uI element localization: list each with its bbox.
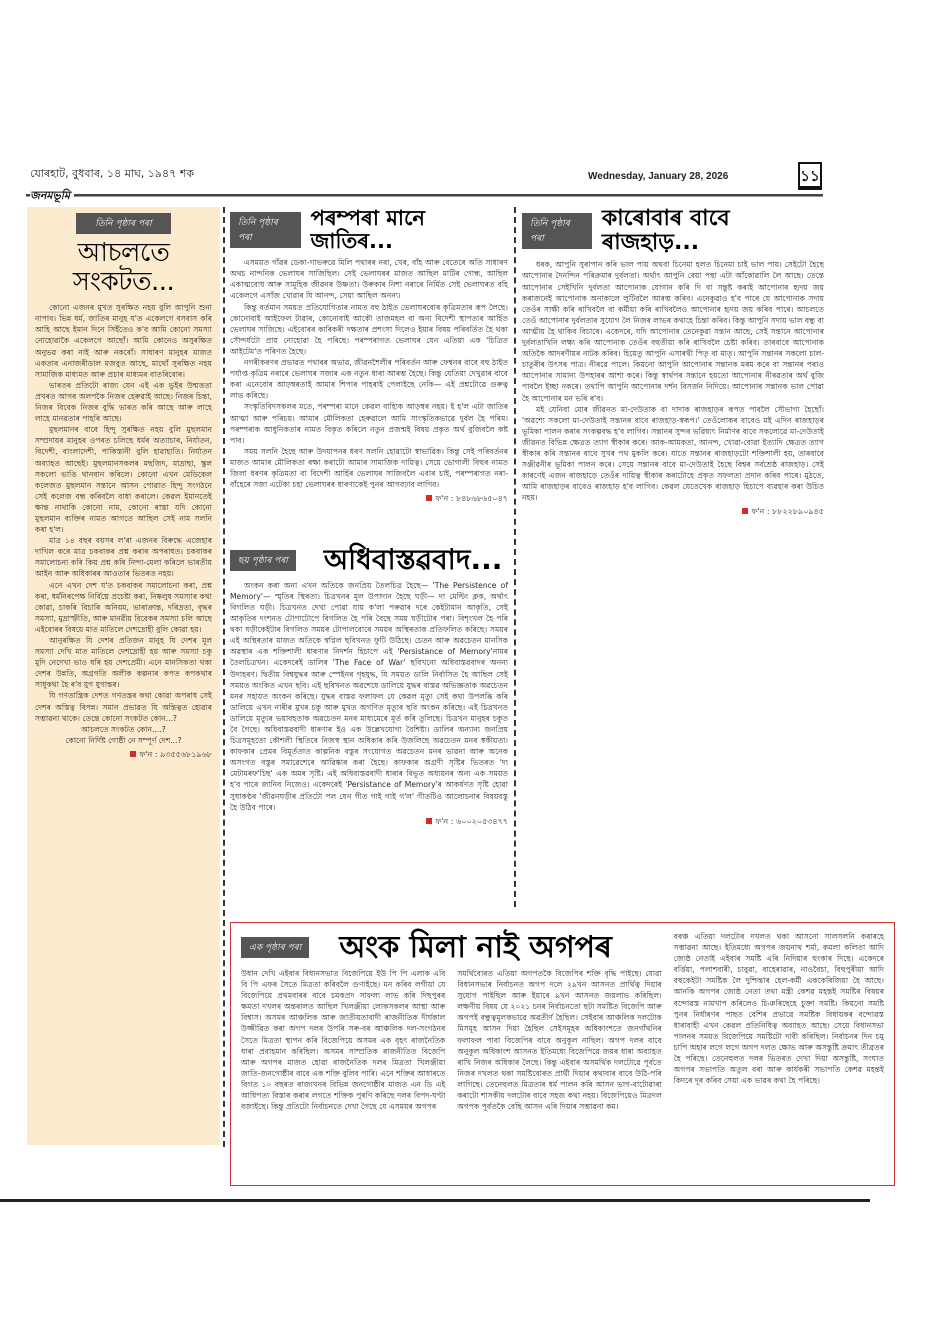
header-rule [26,194,823,197]
article-header [241,931,662,964]
article-right-top [522,207,824,519]
phone-line [230,493,508,506]
article-columns [241,931,884,1112]
place-date-assamese: যোৰহাট, বুধবাৰ, ১৪ মাঘ, ১৯৪৭ শক [30,167,195,180]
paragraph: যি গণতান্ত্ৰিক দেশত গণতন্ত্ৰৰ কথা কোৱা অপৰাধ সেই দেশৰ অস্তিত্ব বিপন্ন। সমান প্ৰভাৱত যি অন্তিত্বত হোৱাৰ সম্ভাৱনা থাকে। তেন্তে কোনো সংকটত কোন...? [35,691,212,723]
article-body [230,580,508,813]
article-body [35,302,212,746]
article-header [230,545,508,576]
headline: অংক মিলা নাই অগপৰ [339,930,612,965]
phone-number: ফ'ন : ৮৪৮৬৮৬৫০৪৭ [435,494,508,504]
article-left [27,207,220,1145]
article-middle-top [230,207,508,506]
phone-number: ফ'ন : ৬০০২০৫৩৪৭৭ [435,816,508,826]
article-header [230,207,508,253]
closing-line: কোনো নিৰ্দিষ্ট গোষ্ঠী নে সম্পূৰ্ণ দেশ...? [65,735,182,745]
paragraph: ধৰক, আপুনি সুৰাপান কৰি ভাল পায় অথবা চিনেমা হলত চিনেমা চাই ভাল পায়। সেইটো হৈছে আপোনাৰ দৈনন্দিন পৰিক্ৰমাৰ দুৰ্বলতা। অৰ্থাৎ আপুনি বেয়া পন্থা এটা আঁকোৱালি লৈ আছে। তেন্তে আপোনাৰ সেইখিনি দুৰ্বলতা আপোনাক যোগান কৰি দি বা সন্তুষ্ট কৰাই আপোনাৰ হৃদয় জয় কৰাজনেই আপোনাক অনাকালে লুটিবলৈ আৰম্ভ কৰিব। এনেকুৱাও হ'ব পাৰে যে আপোনাক সদায় তেওঁৰ সাক্ষী কৰি ৰাখিবলৈ বা কৰ্মীয়া কৰি ৰাখিবলৈও আপোনাৰ হৃদয় জয় কৰিব পাৰে। আচলতে তেওঁ আপোনাৰ দুৰ্বলতাৰ সুযোগ লৈ নিজৰ লাভৰ কথাহে চিন্তা কৰিব। কিন্তু আপুনি সদায় ভাল বন্ধু বা আত্মীয় হৈ থাকিব বিচাৰে। একেদৰে, যদি আপোনাৰ তেনেকুৱা সন্তান আছে, সেই সন্তানে আপোনাৰ দুৰ্বলতাখিনি লক্ষ্য কৰি আপোনাক তেওঁৰ বহুতীয়া কৰি ৰাখিবলৈ চেষ্টা কৰিব। তাৰবাবে আপোনাক অতিকৈ আদৰণীয়ৰ নাটক কৰিব। হিয়েতু আপুনি এসাৰথী পিতৃ বা মাতৃ। আপুনি সন্তানৰ সকলো চাল-চাতুৰীৰ উৎসৰ পাত্ৰ। নীৰৱে পালে। কিয়নো আপুনি আপোনাৰ সন্তানক মৰম কৰে বা সন্তানৰ পৰাও আপোনাৰ সামান্য উপহাৰৰ আশা কৰে। কিন্তু স্বাৰ্থপৰ সন্তানে হয়তো আপোনাৰ নীৰৱতাৰ অৰ্থ বুজি পাবলৈ ইচ্ছা নকৰে। তথাপি আপুনি আপোনাৰ দৰ্শন বিসৰ্জন নিদিয়ে। আপোনাৰ সন্তানক ভাল পোৱা হৈ আপোনাৰ মন ভৰি ৰ'ব। [522,260,825,403]
phone-marker-icon [742,508,748,514]
phone-marker-icon [426,495,432,501]
paragraph: মুছলমানৰ বাবে হিন্দু সুৰক্ষিত নহয় বুলি মুছলমান সম্প্ৰদায়ৰ মানুহৰ ওপৰত চলিছে ধৰ্মৰ অত্যাচাৰ, নিৰ্যাতন, বিদেশী, বাংলাদেশী, পাকিস্তানী বুলি হাৱাহাতি। নিৰ্যাতন অব্যাহত আছেই। মুছলমানসকলৰ মছজিদ, মাদ্ৰাছা, স্কুল সকলো ভাঙি থানবান কৰিলে। কোনো এখন মেডিকেল কলেজত মুছলমান সন্তানে আসন পোৱাত হিন্দু সংগঠনে সেই কলেজ বন্ধ কৰিবলৈ বাধা কৰালে। কেৱল ইমানতেই ক্ষান্ত নাথাকি কোনো নাম, কোনো ৰাস্তা যদি কোনো মুছলমান ব্যক্তিৰ নামত আগতে আছিল সেই নাম সলনি কৰা হ'ল। [35,425,212,535]
headline: অধিবাস্তৱবাদ... [323,543,503,576]
paragraph: সংস্কৃতিবিদসকলৰ মতে, পৰম্পৰা মানে কেৱল বাহ্যিক আড়ম্বৰ নহয়। ই হ'ল এটা জাতিৰ আত্মা আৰু পৰিচয়। আমাৰ মৌলিকতা হেৰুৱালে আমি সাংস্কৃতিকভাৱে দুৰ্বল হৈ পৰিম। পৰম্পৰাক আধুনিকতাৰ নামত বিকৃত কৰিলে নতুন প্ৰজন্মই বিষয় প্ৰকৃত অৰ্থ বুজিবলৈ কষ্ট পাব। [230,402,508,445]
date-english: Wednesday, January 28, 2026 [588,171,729,182]
continued-tag: তিনি পৃষ্ঠাৰ পৰা [76,213,171,234]
article-column-3: বৰঞ্চ এতিয়া দলটোৰ দখলত থকা আসনো সালসলনি কৰাৰহে সম্ভাৱনা আছে। ইতিমধ্যে অগপৰ জয়নাথ শৰ্মা, কমলা কলিতা আদি জ্যেষ্ঠ নেতাই এইবাৰ সমষ্টি এৰি নিদিয়াৰ হুংকাৰ দিছে। একেদৰে বৰ্ত্তিয়া, পলাশবাৰী, চাবুৱা, বাহেৰাৱাৰ, নাওবৈচা, বিহুপুৰীয়া আদি বহুকেইটা সমষ্টিক লৈ দুশ্চিন্তাৰ হেল-কৰ্মী এককেৰিজিয়া হৈ আছে। আনকি অগপৰ জোষ্ঠ নেতা তথা মন্ত্ৰী কেশৱ মহন্তই সমষ্টিৰ বিষয়ৰ বন্দোৱস্ত নামখাপ কৰিলেও চিঞৰিছেহে চুক্তা সমষ্টি। কিয়নো সমষ্টি পুনৰ নিৰ্ধাৰণৰ পাছত বেশিৰ প্ৰভাৱে সমষ্টিক বিধায়কৰ বন্দোৱস্ত ধাৰাবাহী এখন কেৱল প্ৰতিনিধিত্ব অব্যাহত আছে। সেয়ে বিধানসভা পালনৰ সময়ত বিজেপিয়ে সমষ্টিটো দাবী কৰিছিল। নিৰ্বাচনৰ দিন চমু চাপি অহাৰ লগে লগে অগপ দলত ক্ষোভ আৰু অসন্তুষ্টি ক্ৰমাৎ তীব্ৰতৰ হৈ পৰিছে। তেনেহুলত দলৰ ভিতৰত দেখা দিয়া অসন্তুষ্টি, সংঘাত অগপৰ সভাপতি অতুল বৰা আৰু কাৰ্যকৰী সভাপতি কেশৱ মহন্তই কিদৰে দূৰ কৰিব সেয়া এক ভাৱৰ কথা হৈ পৰিছে। [673,932,884,1086]
phone-marker-icon [130,751,136,757]
closing-line: আচলতে সংকটত কোন....? [81,724,166,734]
article-header [522,207,824,255]
page-number: ১১ [798,162,822,190]
paragraph: কোনো এজনৰ মুখত সুৰক্ষিত নহয় বুলি আপুনি শুনা নাপাব। ভিন্ন ধৰ্ম, জাতিৰ মানুহ য'ত একেলগে বসবাস কৰি আহি আছে ইমান দিনে সিইঁতেও ক'ব আমি কোনো সমস্যা নোহোৱাকৈ একেলগে আছোঁ। আমি কোনেও অসুৰক্ষিত অনুভৱ কৰা নাই আৰু নকৰোঁ। সাধাৰণ মানুহৰ মাজত একতাৰ এনাজৰীডাল মজবুত আছে, মাথোঁ সুৰক্ষিত নহয় সামাজিক মাধ্যমত আৰু প্ৰচাৰ মাধ্যমৰ বাতৰিবোৰ। [35,303,212,379]
article-column-2: সমৰ্থিবোৰত এতিয়া অগপতকৈ বিজেপিৰ শক্তি বৃদ্ধি পাইছে। যোৱা বিধানসভাৰ নিৰ্বাচনত অগপ দলে ২৯খন আসনত প্ৰাৰ্থিত্ব দিয়াৰ সুযোগ পাইছিল আৰু ইয়াৰে ৯খন আসনত জয়লাভ কৰিছিল। লক্ষণীয় বিষয় যে ২০২১ চনৰ নিৰ্বাচনতো ছটা সমষ্টিত বিজেপি আৰু অগপই বন্ধুত্বমূলকভাৱে অৱতীৰ্ণ হৈছিল। সেইবাৰ আঞ্চলিক দলটোক মিসমূহ আসন দিয়া হৈছিল সেইসমূহৰ অধিকাংশতে জনগাঁথনিৰ ফলাফল পাবা বিজেপিৰ বাবে অনুকূল নাছিল। অগপ দলৰ বাবে অনুকূল অধিকাংশ আসনত ইতিমধ্যে বিজেপিয়ে জয়ৰ ধাৰা অব্যাহত ৰাখি নিজৰ অধিকাৰ লৈছে। কিন্তু এইবাৰ অসমৰ্থিক দলটোৱে পূৰ্বতে নিজৰ দখলত থকা সমষ্টিবোৰত প্ৰাৰ্থী দিয়াৰ কথাবাৰ বাবে উঠি-পৰি লাগিছে। তেনেহুলত মিত্ৰতাৰ ধৰ্ম পালন কৰি আসন ভাগ-বাটোৱাৰা কৰাটো শাসকীয় দলটোৰ বাবে সহজ কথা নহয়। বিজেপিয়েও মিত্ৰদল অগপক পূৰ্বতকৈ বেছি আসন এৰি দিয়াৰ সম্ভাৱনা কম। [457,969,662,1112]
paragraph: ভাৰতৰ প্ৰতিটো ৰাজ্য যেন এই এক ভুইৰ উন্মত্ততা প্ৰখৰত আগৰ অলপকৈ নিজৰ হেৰুৱাই আছে। নিজৰ চিন্তা, নিজৰ বিবেক নিজৰ বুদ্ধি ভাৰত কৰি আছে আৰু লাহে লাহে মানৱতাৰ পাহৰি আছে। [35,380,212,424]
paragraph: মই যেনিবা মোৰ জীৱনত মা-দেউতাক বা দাদাক ৰাজহাড়ৰ ৰূপত পাবলৈ সৌভাগ্য হৈছোঁ। 'অৱশ্যে সকলো মা-দেউতাই সন্তানৰ বাবে ৰাজহাড়-স্বৰূপ।' তেওঁলোকৰ বাবেও মই এদিন ৰাজহাড়ৰ ভূমিকা পালন কৰাৰ সংকল্পবদ্ধ হ'ব লাগিব। সন্তানৰ সুন্দৰ ভৱিষ্যৎ নিৰ্মাণৰ বাবে সকলোৱে মা-দেউতাই জীৱনত বিভিন্ন ক্ষেত্ৰত ত্যাগ স্বীকাৰ কৰে। আক-আমকতা, আনন্দ, খোৱা-বোৱা ইত্যাদি ক্ষেত্ৰত ত্যাগ স্বীকাৰ কৰি সন্তানৰ বাবে সুখৰ পথ মুকলি কৰে। যাতে সন্তানৰ ৰাজহাড়টো শক্তিশালী হয়, তাৰবাবে সঞ্জীৱনীৰ ভূমিকা পালন কৰে। সেয়ে সন্তানৰ বাবে মা-দেউতাই হৈছে বিশ্বৰ সৰ্বশ্ৰেষ্ঠ ৰাজহাড়। সেই কাৰণেই এজন ৰাজহাড়ে তেওঁৰ দায়িত্ব স্বীকাৰ কৰাটোহে প্ৰকৃত সফলতা প্ৰদান কৰিব পাৰে। মুঠতে, আমি ৰাজহাড়ৰ বাবেও ৰাজহাড় হ'ব লাগিব। কেৱল যেতেখেক ৰাজহাড় হিচাপে ব্যৱহাৰ কৰা উচিত নহয়। [522,404,824,503]
paragraph: মাত্ৰ ১৪ বছৰ বয়সৰ ল'ৰা এজনৰ বিৰুদ্ধে এজেহাৰ দাখিল কৰে মাত্ৰ চকবাকৰ প্ৰশ্ন কৰাৰ অপৰাধত। চকবাকৰ সমালোচনা কৰি কিয় প্ৰশ্ন কৰি নিন্দা-মেলা কৰিলে ভাৰতীয় আইন আৰু অধিকাৰৰ আওতাৰ ভিতৰত নহয়। [35,536,212,579]
paragraph: আনুৰক্ষিত যি দেশৰ প্ৰতিজন মানুহ যি দেশৰ মূল সমস্যা দেখি মাত মাতিলে দেশদ্ৰোহী হয় আৰু সমস্যা চকু মুদি নেদেখা ভাও ধৰি হয় দেশপ্ৰেমী। এনে মানসিকতা থকা দেশৰ উন্নতি, অগ্ৰগতি অলীক কল্পনাৰ কপত কপকথাৰ সাধুকথা হৈ ৰ'ব যুগ যুগান্তৰ। [35,636,212,690]
paragraph: সময় সলনি হৈছে আৰু উদযাপনৰ ধৰণ সলনি হোৱাটো স্বাভাৱিক। কিন্তু সেই পৰিবৰ্তনৰ মাজত আমাৰ মৌলিকতা ৰক্ষা কৰাটো আমাৰ সামাজিক দায়িত্ব। সেয়ে ভোগালী বিহুৰ নামত জিলা ধৰণৰ কৃত্ৰিমতা বা বিদেশী আৰ্হিৰ ভেলাঘৰ সাজিবলৈ এবাৰ চাই, পৰম্পৰাগত নৰা-বাঁহেৰে সজা এটেকা চহা ভেলাঘৰৰ ধাৰণাকেই পুনৰ আগবঢ়াব লাগিব। [230,446,508,490]
phone-number: ফ'ন : ৮৮২২৮৯০৯৪৫ [751,507,824,517]
paragraph: এনে এখন দেশ য'ত চকবাকৰ সমালোচনা কৰা, প্ৰশ্ন কৰা, ধৰ্মনিৰপেক্ষ নিৰ্বিঘ্নে প্ৰচেষ্টা কৰা, নিষ্কলুষ সমস্যাৰ কথা কোৱা, চাকৰি বিচাৰি অনিয়ম, ভাৰাক্ৰান্ত, দৰিদ্ৰতা, বৃদ্ধৰ সমস্যা, মুদ্ৰাস্ফীতি, আৰু মানৱীয় বিবেকৰ সমস্যা চলি আছে এইবোৰৰ বিষয়ে মাত মাতিলে দেশদ্ৰোহী বুলি কোৱা হয়। [35,580,212,634]
phone-line [522,506,824,519]
bottom-rule [0,1199,870,1202]
headline: কাৰোবাৰ বাবে ৰাজহাড়... [601,206,730,256]
headline: আচলতে সংকটত... [72,238,175,297]
article-column-1: উধান দেখি এইবাৰ বিধানসভাত বিজেপিয়ে ইউ পি পি এলাক এবি বি পি এফৰ সৈতে মিত্ৰতা কৰিবলৈ গুণাইছে। মন কৰিব লগীয়া যে বিজেপিয়ে প্ৰথমবাৰৰ বাবে চমকপ্ৰদ সাফল্য লাভ কৰি দিছপুৰৰ ক্ষমতা দখলৰ অন্তৰালত আছিল খিলঞ্জীয়া লোকসকলৰ আস্থা আৰু বিশ্বাস। অসমৰ আঞ্চলিক আৰু জাতীয়তাবাদী ৰাজনীতিক দীৰ্ঘকাল উজ্জীৱিত কৰা অগপ দলৰ উপৰি সৰু-বৰ আঞ্চলিক দল-সংগঠনৰ সৈতে মিত্ৰতা স্থাপন কৰি বিজেপিয়ে অসমৰ এক বৃহৎ ৰাজনৈতিক ধাৰা প্ৰবাহমান কৰিছিল। অসমৰ সাম্প্ৰতিক ৰাজনীতিত বিজেপি আৰু অগপৰ মাজত হোৱা ৰাজনৈতিক দলৰ মিত্ৰতা খিলঞ্জীয়া জাতি-জনগোষ্ঠীৰ বাবে এক শক্তি বুলিব পাৰি। এনে শক্তিৰ আধাৰতে বিগত ১০ বছৰত ৰাজ্যখনৰ বিভিন্ন জনগোষ্ঠীৰ মাজত এন ডি এই আধিপত্য বিস্তাৰ কৰাৰ লগতে শক্তিক পুৰণি কৰিছে দলৰ বিপদ-ঘণ্টা বজাইছে। কিন্তু প্ৰতিটো নিৰ্বাচনতে দেখা গৈছে যে এসময়ৰ অগপৰ [241,969,446,1112]
headline: পৰম্পৰা মানে জাতিৰ... [310,206,425,254]
article-body [230,257,508,490]
continued-tag: তিনি পৃষ্ঠাৰ পৰা [522,213,592,249]
column-divider [514,207,516,907]
article-subcolumns [241,968,662,1112]
continued-tag: ছয় পৃষ্ঠাৰ পৰা [230,550,296,571]
paragraph: অংকন কৰা অনা এখন অতিকে জনপ্ৰিয় তৈলচিত্ৰ হৈছে— 'The Persistence of Memory'— স্মৃতিৰ স্থিৰতা। চিত্ৰখনৰ মূল উপাদান হৈছে ঘড়ী— দা মেল্টিং ক্লক, অৰ্থাৎ বিগলিত ঘড়ী। চিত্ৰখনত দেখা পোৱা যায় ক'লা পৰুৱাৰ দৰে কেইটামান আকৃতি, সেই আকৃতিৰ দংশনত টোপাটোপে বিগলিত হৈ পৰি বৈছে সময় ঘড়ীটোৰ পৰা। বিশৃংখল হৈ পৰি থকা ঘড়ীকেইটাৰ বিগলিত সময়ৰ টোপালবোৰে সময়ৰ অস্থিৰতাক প্ৰতিফলিত কৰিছে। সময়ৰ এই অস্থিৰতাৰ মাজত অতিকে স্বপ্নিল ছবিখনত ফুটি উঠিছে। চেতন আৰু অৱচেতন মানসিক অৱস্থাৰ এক শক্তিশালী ধাৰণাৰ নিদৰ্শন হিচাপে এই 'Persistance of Memory'নামৰ তৈলচিত্ৰখন। একেদৰেই ডালিৰ 'The Face of War' ছবিখনো অধিবাস্তৱবাদৰ অনন্য উদাহৰণ। দ্বিতীয় বিশ্বযুদ্ধৰ আৰু স্পেইনৰ গৃহযুদ্ধ, যি সময়ত ডালি নিৰ্বাসিত হৈ আছিল সেই সময়ত অংকিত এখন ছবি। এই ছবিখনত অৱশেষে ডালিয়ে যুদ্ধৰ বাস্তৱ অভিজ্ঞতাক অৱচেতন মনৰ সহায়ত অংকন কৰিছে। যুদ্ধৰ বাস্তৱ ফলাফল যে কেৱল মৃত্যু সেই কথা উপলব্ধি কৰি ডালিয়ে এখন নাৰীৰ মুখৰ চকু আৰু মুখত অগণিত মৃত্যুৰ ছবি অংকন কৰিছে। এই চিত্ৰখনত ডালিয়ে মৃত্যুৰ ভয়াবহতাক অৱচেতন মনৰ মাধ্যমেৰে মূৰ্ত কৰি তুলিছে। চিত্ৰখন মানুহৰ চকুত বৈ গৈছে। অধিবাস্তৱবাদী ধাৰণাৰ ইও এক উল্লেখযোগ্য বৈশিষ্ট্য। ডালিৰ অন্যান্য জনপ্ৰিয় চিত্ৰসমূহতো কৌশলী স্থিতিৰে নিজস্ব স্থান অধিকাৰ কৰি উজলিছে অৱচেতন মনৰ স্বকীয়তা। কাফকাৰ প্ৰেমৰ বিমূৰ্ততাত কাল্পনিক বস্তুৰ সংযোগত অৱচেতন মনৰ ভাৱনা আৰু অনেক অসংগত বস্তুৰ সমাৱেশেৰে আৱিষ্কাৰ কৰা হৈছে। কাফকাৰ অগ্ৰণী সৃষ্টিৰ ভিতৰত 'দ্য মেটামৰফ'চিছ' এক অমৰ সৃষ্টি। এই অধিবাস্তৱবাদী ধাৰাৰ বিভূত অধ্যয়নৰ অন্য এক সময়ত হ'ব পাৰে জানিব নিজেও। একেদৰেই 'Persistance of Memory'ৰ আকৰ্ষণত সৃষ্টি হোৱা সুধাকণ্ঠৰ 'জীৱনঘড়ীৰ প্ৰতিটো পল যেন গীত গাই গাই গ'ল' গীতটিও আলোচনাৰ বিষয়বস্তু হৈ উঠিব পাৰে। [230,580,508,812]
masthead-logo: জনমভূমি [30,187,74,206]
continued-tag: তিনি পৃষ্ঠাৰ পৰা [230,212,301,248]
column-divider [223,207,225,1147]
phone-line [230,816,508,829]
phone-number: ফ'ন : ৯৩৫৫৬৮১৯৬৮ [139,749,212,759]
paragraph: কিন্তু বৰ্তমান সময়ত প্ৰতিযোগিতাৰ নামত বহু ঠাইত ভেলাঘৰবোৰ কৃত্ৰিমতাৰ ৰূপ লৈছে। কোনোবাই আইফেল টাৱাৰ, কোনোবাই আকৌ তাজমহল বা অন্য বিদেশী স্থাপত্যৰ আৰ্হিত ভেলাঘৰ সাজিছে। এইবোৰৰ কাৰিকৰী দক্ষতাৰ প্ৰশংসা দিলেও ইয়াৰ বিষয় পৰিবৰ্তিত হৈ থকা সৌন্দৰ্যটো প্ৰায় নোহোৱা হৈ পৰিছে। পৰম্পৰাগত ভেলাঘৰ যেন এতিয়া এক 'চিত্ৰিত আইটেম'ত পৰিণত হৈছে। [230,302,508,356]
paragraph: এসময়ত গাঁৱৰ ডেকা-গাভৰুৱে মিলি পথাৰৰ নৰা, খেৰ, বাঁহ আৰু বেতেৰে অতি সাধাৰণ অথচ নান্দনিক ভেলাঘৰ সাজিছিল। সেই ভেলাঘৰৰ মাজত আছিল মাটিৰ গোন্ধ, আছিল একাত্মবোধ আৰু সামূহিক জীৱনৰ উষ্ণতা। উৰুকাৰ নিশা নৰাৰে নিৰ্মিত সেই ভেলাঘৰত বহি একেলগে এসাঁজ খোৱাৰ যি আনন্দ, সেয়া আছিল অনন্য। [230,258,508,301]
phone-line [35,749,212,762]
article-bottom-box [230,922,895,1186]
phone-marker-icon [426,818,432,824]
continued-tag: এক পৃষ্ঠাৰ পৰা [241,937,309,958]
article-middle-mid [230,545,508,829]
article-left-block [241,931,662,1112]
paragraph: নগৰীকৰণৰ প্ৰভাৱত পথাৰৰ অভাৱ, জীৱনশৈলীৰ পৰিবৰ্তন আৰু ফেশ্বনৰ বাবে বহু ঠাইত পৰ্যাপ্ত কৃত্ৰিম নৰাৰে ভেলাঘৰ সজাৰ এক নতুন ধাৰা আৰম্ভ হৈছে। কিন্তু যেতিয়া দেখুৱাৰ বাবে কৰা এনেবোৰ আড়ম্বৰতাই আমাৰ শিপাৰ পাহৰাই পেলাইছে নেকি— এই প্ৰশ্নটোৱে গুৰুত্ব লাভ কৰিছে। [230,358,508,401]
article-body [522,259,824,503]
